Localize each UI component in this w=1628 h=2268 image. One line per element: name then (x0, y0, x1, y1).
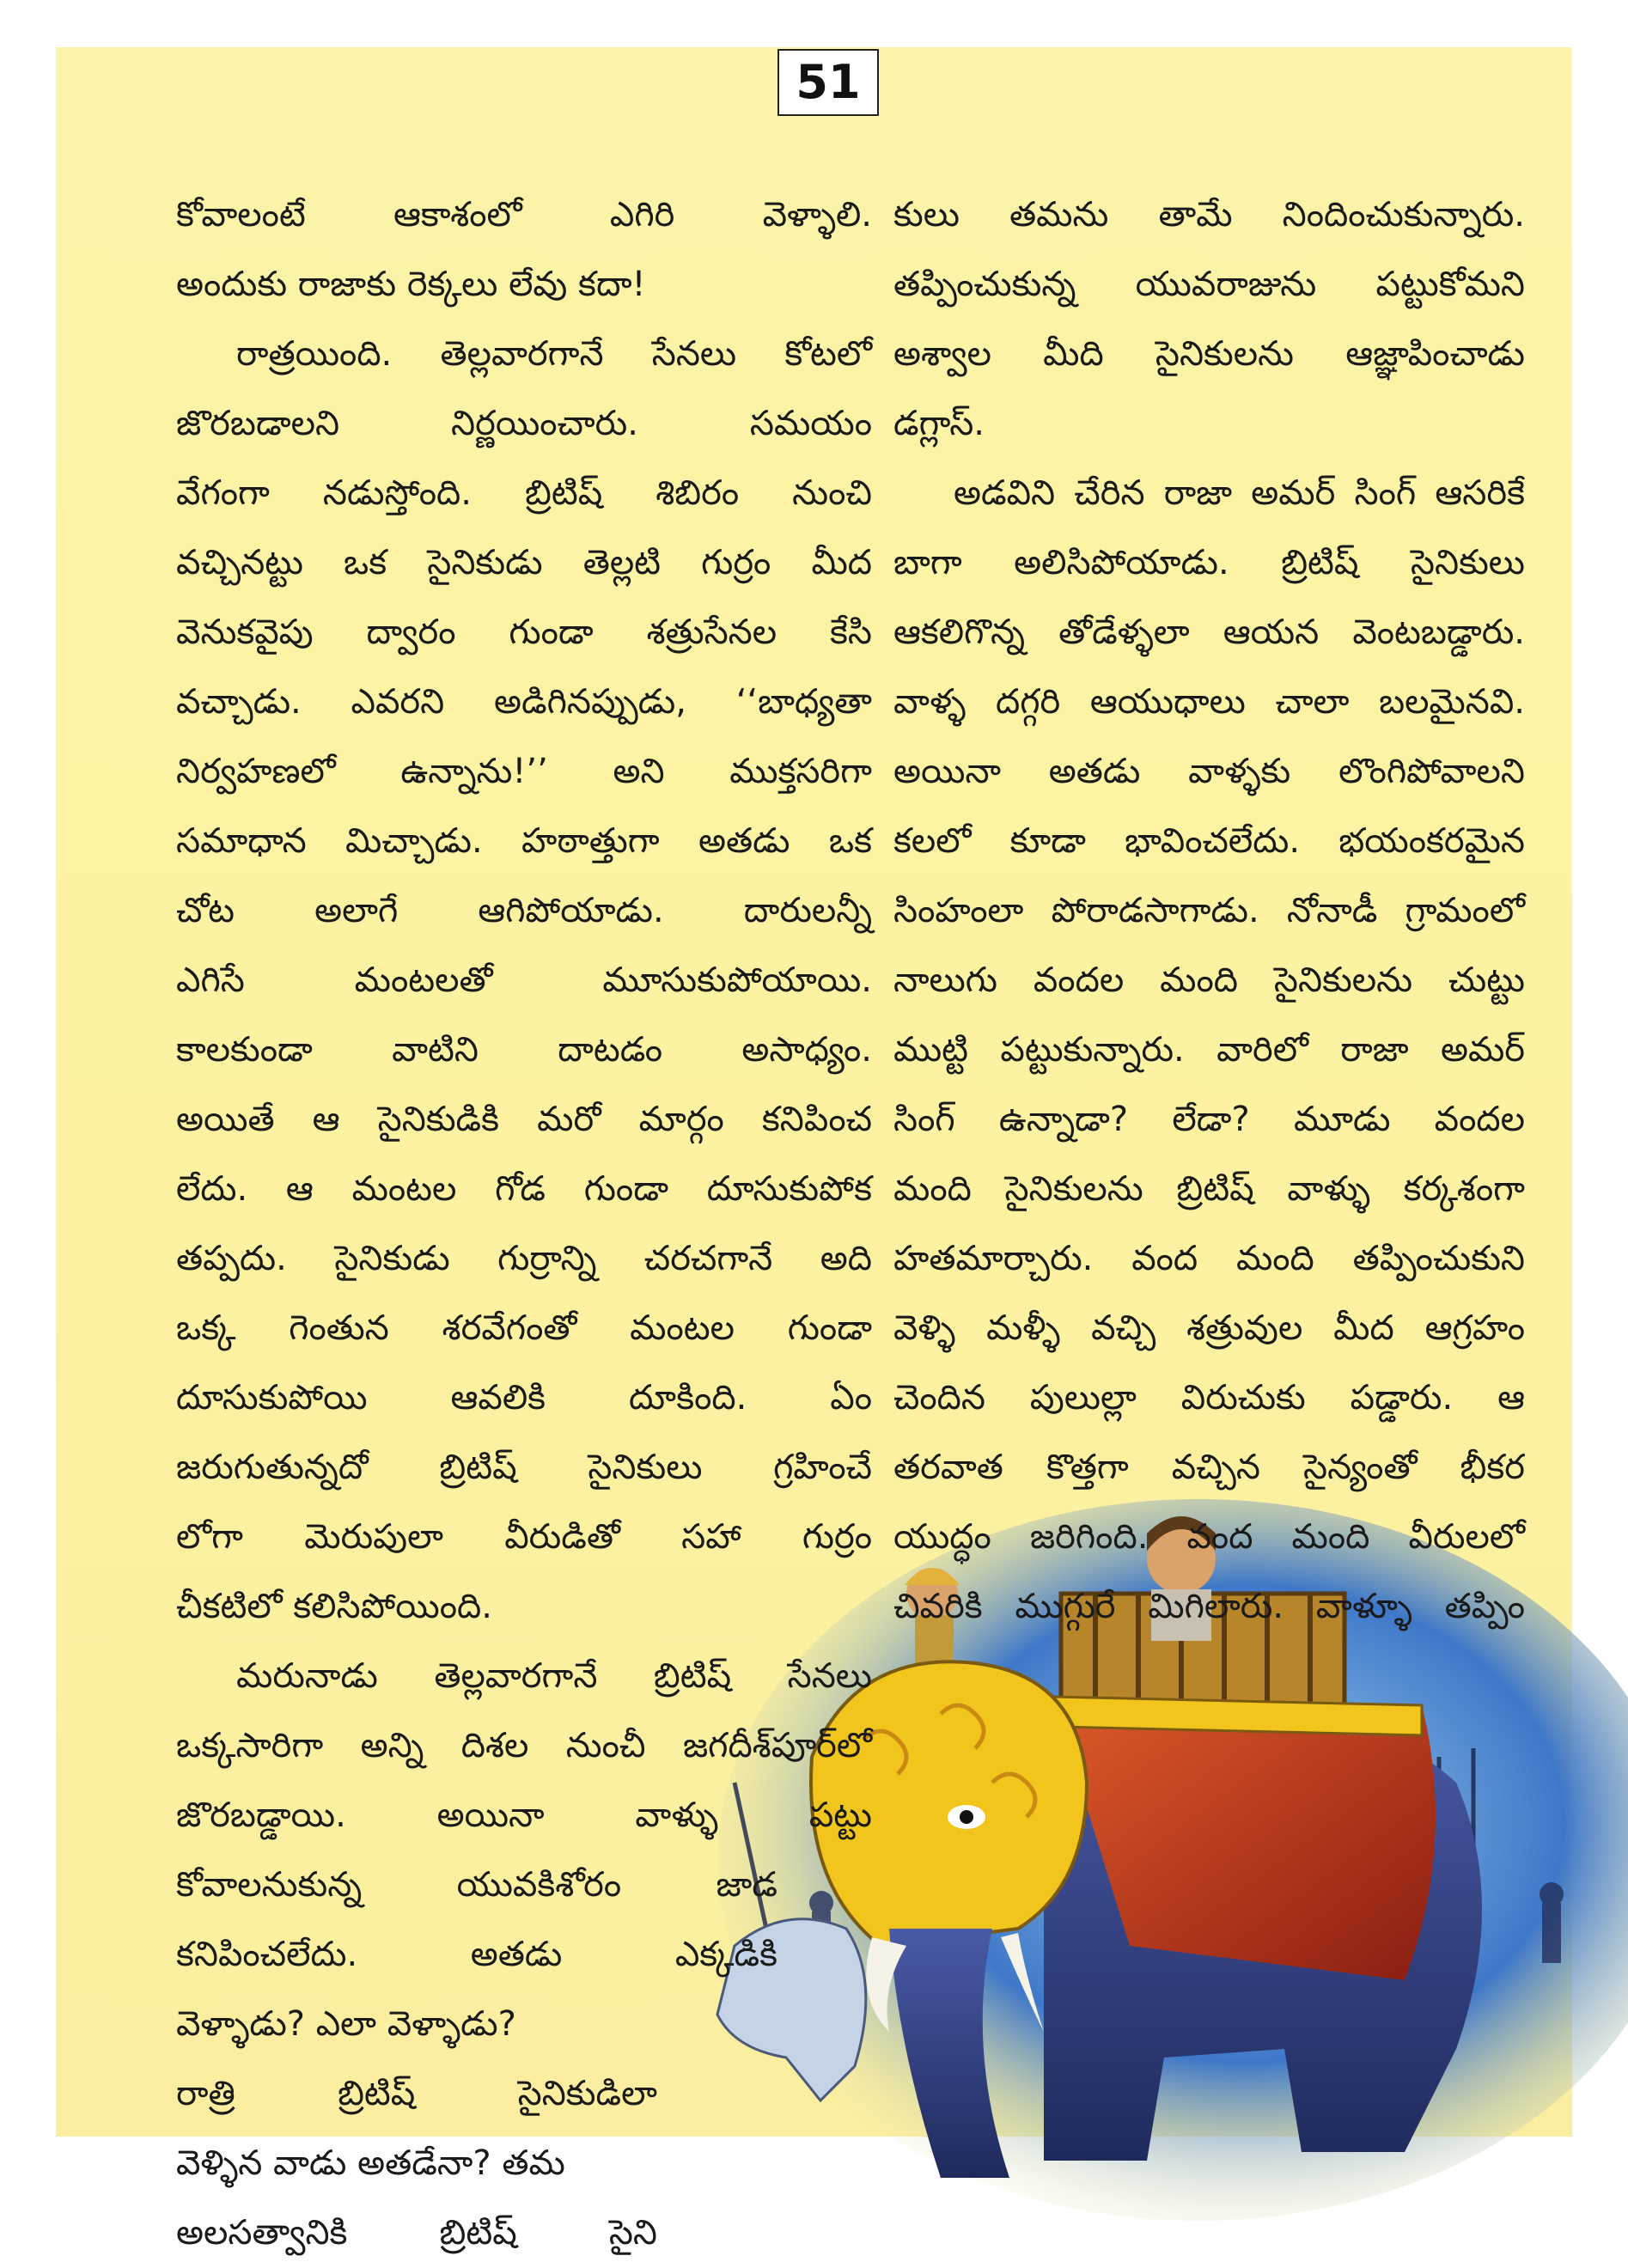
text-line: నాలుగు వందల మంది సైనికులను చుట్టు (893, 960, 1525, 1000)
page-number: 51 (777, 49, 879, 116)
text-line: తప్పించుకున్న యువరాజును పట్టుకోమని (893, 265, 1525, 304)
text-line: వెనుకవైపు ద్వారం గుండా శత్రుసేనల కేసి (176, 613, 872, 652)
text-line: కోవాలంటే ఆకాశంలో ఎగిరి వెళ్ళాలి. (176, 195, 872, 235)
text-line: చెందిన పులుల్లా విరుచుకు పడ్డారు. ఆ (893, 1378, 1525, 1418)
text-line: డగ్లాస్. (893, 404, 985, 443)
text-line: సమాధాన మిచ్చాడు. హఠాత్తుగా అతడు ఒక (176, 821, 872, 861)
text-line: మంది సైనికులను బ్రిటిష్ వాళ్ళు కర్కశంగా (893, 1169, 1525, 1209)
text-line: జొరబడాలని నిర్ణయించారు. సమయం (176, 404, 872, 443)
text-line: చీకటిలో కలిసిపోయింది. (176, 1587, 492, 1626)
text-line: వెళ్ళాడు? ఎలా వెళ్ళాడు? (176, 2004, 516, 2044)
text-line: దూసుకుపోయి ఆవలికి దూకింది. ఏం (176, 1378, 872, 1418)
text-line: అడవిని చేరిన రాజా అమర్ సింగ్ ఆసరికే (954, 473, 1525, 513)
text-line: తరవాత కొత్తగా వచ్చిన సైన్యంతో భీకర (893, 1448, 1525, 1487)
text-line: వేగంగా నడుస్తోంది. బ్రిటిష్ శిబిరం నుంచి (176, 473, 872, 513)
text-line: రాత్రయింది. తెల్లవారగానే సేనలు కోటలో (236, 334, 872, 374)
text-line: రాత్రి బ్రిటిష్ సైనికుడిలా (176, 2074, 657, 2113)
text-line: కాలకుండా వాటిని దాటడం అసాధ్యం. (176, 1030, 872, 1070)
text-line: వాళ్ళ దగ్గరి ఆయుధాలు చాలా బలమైనవి. (893, 682, 1525, 722)
text-line: అలసత్వానికి బ్రిటిష్ సైని (176, 2213, 657, 2253)
text-line: మరునాడు తెల్లవారగానే బ్రిటిష్ సేనలు (236, 1656, 872, 1696)
book-page (56, 47, 1572, 2253)
text-line: అయితే ఆ సైనికుడికి మరో మార్గం కనిపించ (176, 1100, 872, 1139)
text-line: చోట అలాగే ఆగిపోయాడు. దారులన్నీ (176, 891, 872, 930)
text-line: జరుగుతున్నదో బ్రిటిష్ సైనికులు గ్రహించే (176, 1448, 872, 1487)
text-line: లేదు. ఆ మంటల గోడ గుండా దూసుకుపోక (176, 1169, 872, 1209)
text-line: వెళ్ళిన వాడు అతడేనా? తమ (176, 2143, 565, 2183)
text-line: వచ్చాడు. ఎవరని అడిగినప్పుడు, ‘‘బాధ్యతా (176, 682, 872, 722)
text-line: కులు తమను తామే నిందించుకున్నారు. (893, 195, 1525, 235)
text-line: అశ్వాల మీది సైనికులను ఆజ్ఞాపించాడు (893, 334, 1525, 374)
text-line: కోవాలనుకున్న యువకిశోరం జాడ (176, 1865, 777, 1905)
text-line: యుద్ధం జరిగింది. వంద మంది వీరులలో (893, 1517, 1525, 1557)
text-line: ఆకలిగొన్న తోడేళ్ళలా ఆయన వెంటబడ్డారు. (893, 613, 1525, 652)
right-text-column (893, 180, 1525, 1642)
text-line: బాగా అలిసిపోయాడు. బ్రిటిష్ సైనికులు (893, 543, 1525, 582)
text-line: అందుకు రాజాకు రెక్కలు లేవు కదా! (176, 265, 646, 304)
text-line: కలలో కూడా భావించలేదు. భయంకరమైన (893, 821, 1525, 861)
text-line: చివరికి ముగ్గురే మిగిలారు. వాళ్ళూ తప్పిం (893, 1587, 1525, 1626)
text-line: కనిపించలేదు. అతడు ఎక్కడికి (176, 1935, 777, 1974)
left-text-column (176, 180, 872, 2268)
text-line: తప్పదు. సైనికుడు గుర్రాన్ని చరచగానే అది (176, 1239, 872, 1278)
text-line: ఎగిసే మంటలతో మూసుకుపోయాయి. (176, 960, 872, 1000)
text-line: వెళ్ళి మళ్ళీ వచ్చి శత్రువుల మీద ఆగ్రహం (893, 1308, 1525, 1348)
text-line: సింహంలా పోరాడసాగాడు. నోనాడీ గ్రామంలో (893, 891, 1525, 930)
text-line: ఒక్కసారిగా అన్ని దిశల నుంచీ జగదీశ్‌పూర్‌లో (176, 1726, 872, 1765)
text-line: హతమార్చారు. వంద మంది తప్పించుకుని (893, 1239, 1525, 1278)
text-line: లోగా మెరుపులా వీరుడితో సహా గుర్రం (176, 1517, 872, 1557)
text-line: వచ్చినట్టు ఒక సైనికుడు తెల్లటి గుర్రం మీద (176, 543, 872, 582)
text-line: ఒక్క గెంతున శరవేగంతో మంటల గుండా (176, 1308, 872, 1348)
text-line: జొరబడ్డాయి. అయినా వాళ్ళు పట్టు (176, 1796, 872, 1835)
text-line: అయినా అతడు వాళ్ళకు లొంగిపోవాలని (893, 752, 1525, 791)
text-line: సింగ్ ఉన్నాడా? లేడా? మూడు వందల (893, 1100, 1525, 1139)
text-line: ముట్టి పట్టుకున్నారు. వారిలో రాజా అమర్ (893, 1030, 1525, 1070)
text-line: నిర్వహణలో ఉన్నాను!’’ అని ముక్తసరిగా (176, 752, 872, 791)
